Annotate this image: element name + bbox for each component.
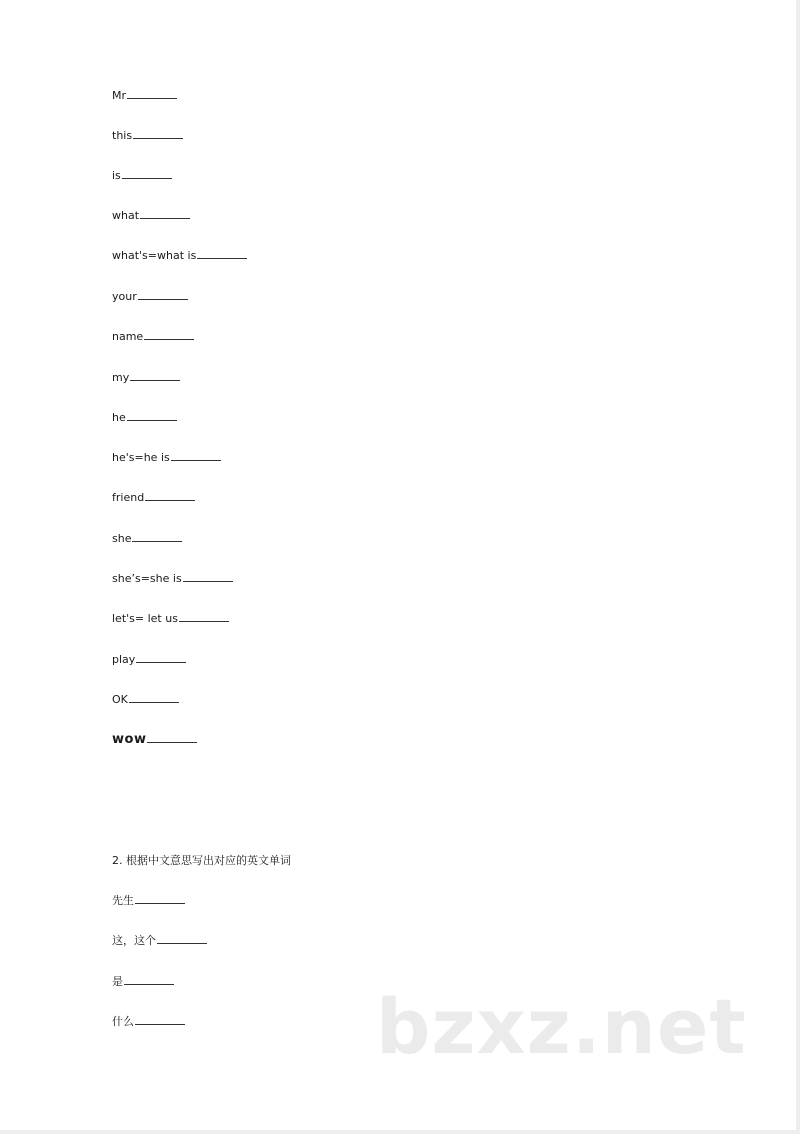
cn-item-shenme bbox=[112, 1015, 185, 1029]
vocab-item-lets bbox=[112, 612, 229, 626]
cn-item-shi bbox=[112, 975, 174, 989]
answer-blank[interactable] bbox=[183, 580, 233, 582]
answer-blank[interactable] bbox=[138, 298, 188, 300]
vocab-item-mr bbox=[112, 89, 177, 103]
answer-blank[interactable] bbox=[132, 540, 182, 542]
answer-blank[interactable] bbox=[144, 338, 194, 340]
vocab-word: she bbox=[112, 532, 132, 545]
vocab-word: wow bbox=[112, 732, 147, 747]
cn-item-xiansheng bbox=[112, 894, 185, 908]
answer-blank[interactable] bbox=[136, 661, 186, 663]
answer-blank[interactable] bbox=[127, 419, 177, 421]
vocab-item-what bbox=[112, 209, 190, 223]
vocab-word: is bbox=[112, 169, 121, 182]
vocab-item-whats bbox=[112, 249, 247, 263]
vocab-item-shes bbox=[112, 572, 233, 586]
vocab-item-she bbox=[112, 532, 182, 546]
cn-word: 是 bbox=[112, 975, 123, 988]
answer-blank[interactable] bbox=[124, 983, 174, 985]
cn-word: 这，这个 bbox=[112, 934, 156, 947]
vocab-word: what bbox=[112, 209, 140, 222]
vocab-word: let's= let us bbox=[112, 612, 178, 625]
vocab-word: what's=what is bbox=[112, 249, 197, 262]
answer-blank[interactable] bbox=[127, 97, 177, 99]
vocab-item-name bbox=[112, 330, 194, 344]
vocab-word: name bbox=[112, 330, 144, 343]
cn-word: 什么 bbox=[112, 1015, 134, 1028]
answer-blank[interactable] bbox=[122, 177, 172, 179]
answer-blank[interactable] bbox=[171, 459, 221, 461]
vocab-item-my bbox=[112, 371, 180, 385]
vocab-item-wow bbox=[112, 733, 197, 747]
answer-blank[interactable] bbox=[157, 942, 207, 944]
vocab-word: my bbox=[112, 371, 130, 384]
answer-blank[interactable] bbox=[130, 379, 180, 381]
answer-blank[interactable] bbox=[140, 217, 190, 219]
vocab-word: OK bbox=[112, 693, 128, 706]
vocab-item-this bbox=[112, 129, 183, 143]
answer-blank[interactable] bbox=[135, 1023, 185, 1025]
vocab-item-play bbox=[112, 653, 186, 667]
answer-blank[interactable] bbox=[145, 499, 195, 501]
vocab-word: friend bbox=[112, 491, 145, 504]
answer-blank[interactable] bbox=[147, 741, 197, 743]
vocab-word: she’s=she is bbox=[112, 572, 182, 585]
answer-blank[interactable] bbox=[133, 137, 183, 139]
vocab-item-he bbox=[112, 411, 177, 425]
answer-blank[interactable] bbox=[129, 701, 179, 703]
watermark: bzxz.net bbox=[376, 982, 747, 1071]
vocab-word: he's=he is bbox=[112, 451, 170, 464]
vocab-item-hes bbox=[112, 451, 221, 465]
vocab-word: he bbox=[112, 411, 126, 424]
answer-blank[interactable] bbox=[197, 257, 247, 259]
answer-blank[interactable] bbox=[179, 620, 229, 622]
vocab-word: this bbox=[112, 129, 133, 142]
cn-word: 先生 bbox=[112, 894, 134, 907]
section-heading: 2. 根据中文意思写出对应的英文单词 bbox=[112, 854, 291, 867]
cn-item-zhe bbox=[112, 934, 207, 948]
vocab-item-ok bbox=[112, 693, 179, 707]
vocab-item-your bbox=[112, 290, 188, 304]
vocab-item-friend bbox=[112, 491, 195, 505]
vocab-word: Mr bbox=[112, 89, 127, 102]
vocab-word: play bbox=[112, 653, 136, 666]
vocab-word: your bbox=[112, 290, 137, 303]
vocab-item-is bbox=[112, 169, 172, 183]
answer-blank[interactable] bbox=[135, 902, 185, 904]
